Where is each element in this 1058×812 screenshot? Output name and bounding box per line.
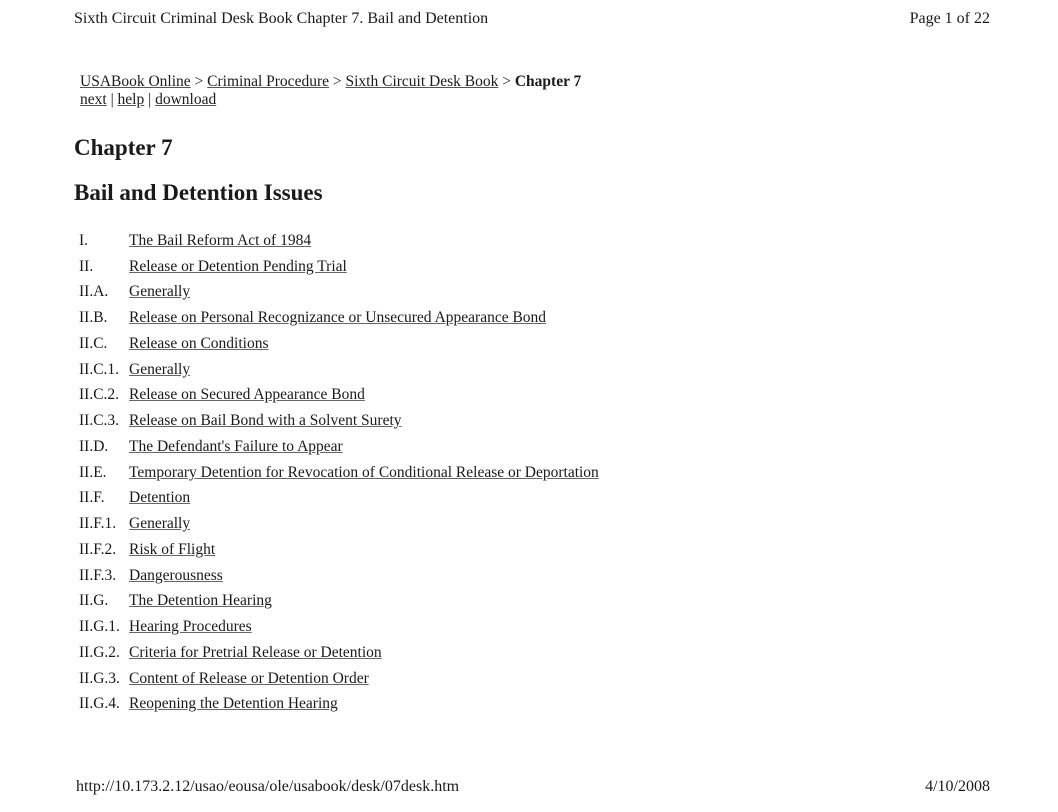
- toc-number: II.F.: [79, 489, 105, 507]
- toc-link[interactable]: Release on Bail Bond with a Solvent Surety: [129, 412, 402, 430]
- toc-number: II.C.2.: [79, 386, 120, 404]
- toc-link[interactable]: Criteria for Pretrial Release or Detention: [129, 643, 382, 661]
- breadcrumb-item-sixth-circuit-desk-book[interactable]: Sixth Circuit Desk Book: [345, 73, 499, 90]
- download-link[interactable]: download: [155, 91, 217, 108]
- toc-number: II.C.3.: [79, 412, 120, 430]
- next-link[interactable]: next: [80, 91, 107, 108]
- section-heading: Bail and Detention Issues: [74, 180, 323, 205]
- toc-number: II.G.2.: [79, 643, 120, 661]
- toc-number: II.A.: [79, 283, 109, 301]
- help-link[interactable]: help: [117, 91, 145, 108]
- print-footer-date: 4/10/2008: [925, 778, 990, 795]
- toc-item: [79, 666, 699, 692]
- toc-number: II.G.: [79, 592, 109, 610]
- toc-number: II.F.2.: [79, 540, 117, 558]
- toc-link[interactable]: Reopening the Detention Hearing: [129, 695, 338, 713]
- toc-item: [79, 460, 699, 486]
- toc-item: [79, 383, 699, 409]
- toc-item: [79, 280, 699, 306]
- toc-link[interactable]: The Detention Hearing: [129, 592, 272, 610]
- breadcrumb-separator: >: [332, 73, 342, 90]
- toc-item: [79, 254, 699, 280]
- chapter-title: Chapter 7: [74, 135, 173, 160]
- toc-link[interactable]: Generally: [129, 360, 191, 378]
- toc-item: [79, 408, 699, 434]
- toc-link[interactable]: The Defendant's Failure to Appear: [129, 437, 343, 455]
- toc-link[interactable]: Hearing Procedures: [129, 618, 252, 636]
- toc-link[interactable]: Release on Personal Recognizance or Unsecured Appearance Bond: [129, 309, 547, 327]
- toc-item: [79, 563, 699, 589]
- toc-item: [79, 357, 699, 383]
- toc-number: II.G.1.: [79, 618, 120, 636]
- toc-number: II.D.: [79, 437, 109, 455]
- toc-item: [79, 434, 699, 460]
- breadcrumb-item-criminal-procedure[interactable]: Criminal Procedure: [207, 73, 329, 90]
- nav-separator: |: [110, 91, 114, 108]
- toc-link[interactable]: Detention: [129, 489, 191, 507]
- toc-item: [79, 614, 699, 640]
- toc-link[interactable]: Temporary Detention for Revocation of Conditional Release or Deportation: [129, 463, 599, 481]
- toc-number: II.F.3.: [79, 566, 117, 584]
- table-of-contents: [79, 228, 699, 717]
- toc-number: II.G.3.: [79, 669, 120, 687]
- toc-link[interactable]: Generally: [129, 283, 191, 301]
- toc-item: [79, 228, 699, 254]
- toc-item: [79, 331, 699, 357]
- breadcrumb-current: Chapter 7: [514, 73, 582, 90]
- toc-link[interactable]: Dangerousness: [129, 566, 223, 584]
- toc-number: II.B.: [79, 309, 108, 327]
- toc-number: II.F.1.: [79, 515, 117, 533]
- toc-item: [79, 511, 699, 537]
- toc-link[interactable]: The Bail Reform Act of 1984: [129, 231, 312, 249]
- breadcrumb-item-usabook-online[interactable]: USABook Online: [80, 73, 191, 90]
- toc-link[interactable]: Generally: [129, 515, 191, 533]
- toc-item: [79, 537, 699, 563]
- print-header-title: Sixth Circuit Criminal Desk Book Chapter 7. Bail and Detention: [74, 10, 489, 27]
- print-footer-url: http://10.173.2.12/usao/eousa/ole/usabook/desk/07desk.htm: [76, 778, 460, 795]
- page-number: Page 1 of 22: [909, 10, 990, 27]
- toc-number: II.C.: [79, 334, 108, 352]
- toc-item: [79, 692, 699, 718]
- toc-item: [79, 589, 699, 615]
- breadcrumb-separator: >: [502, 73, 511, 90]
- breadcrumb: [80, 73, 581, 91]
- toc-number: I.: [79, 231, 89, 249]
- toc-number: II.G.4.: [79, 695, 120, 713]
- toc-item: [79, 486, 699, 512]
- nav-links: [80, 91, 216, 109]
- toc-link[interactable]: Release on Secured Appearance Bond: [129, 386, 365, 404]
- toc-item: [79, 640, 699, 666]
- toc-number: II.: [79, 257, 94, 275]
- toc-link[interactable]: Risk of Flight: [129, 540, 216, 558]
- toc-number: II.C.1.: [79, 360, 120, 378]
- toc-link[interactable]: Release on Conditions: [129, 334, 269, 352]
- toc-item: [79, 305, 699, 331]
- toc-number: II.E.: [79, 463, 107, 481]
- breadcrumb-separator: >: [194, 73, 204, 90]
- nav-separator: |: [148, 91, 152, 108]
- toc-link[interactable]: Content of Release or Detention Order: [129, 669, 369, 687]
- toc-link[interactable]: Release or Detention Pending Trial: [129, 257, 347, 275]
